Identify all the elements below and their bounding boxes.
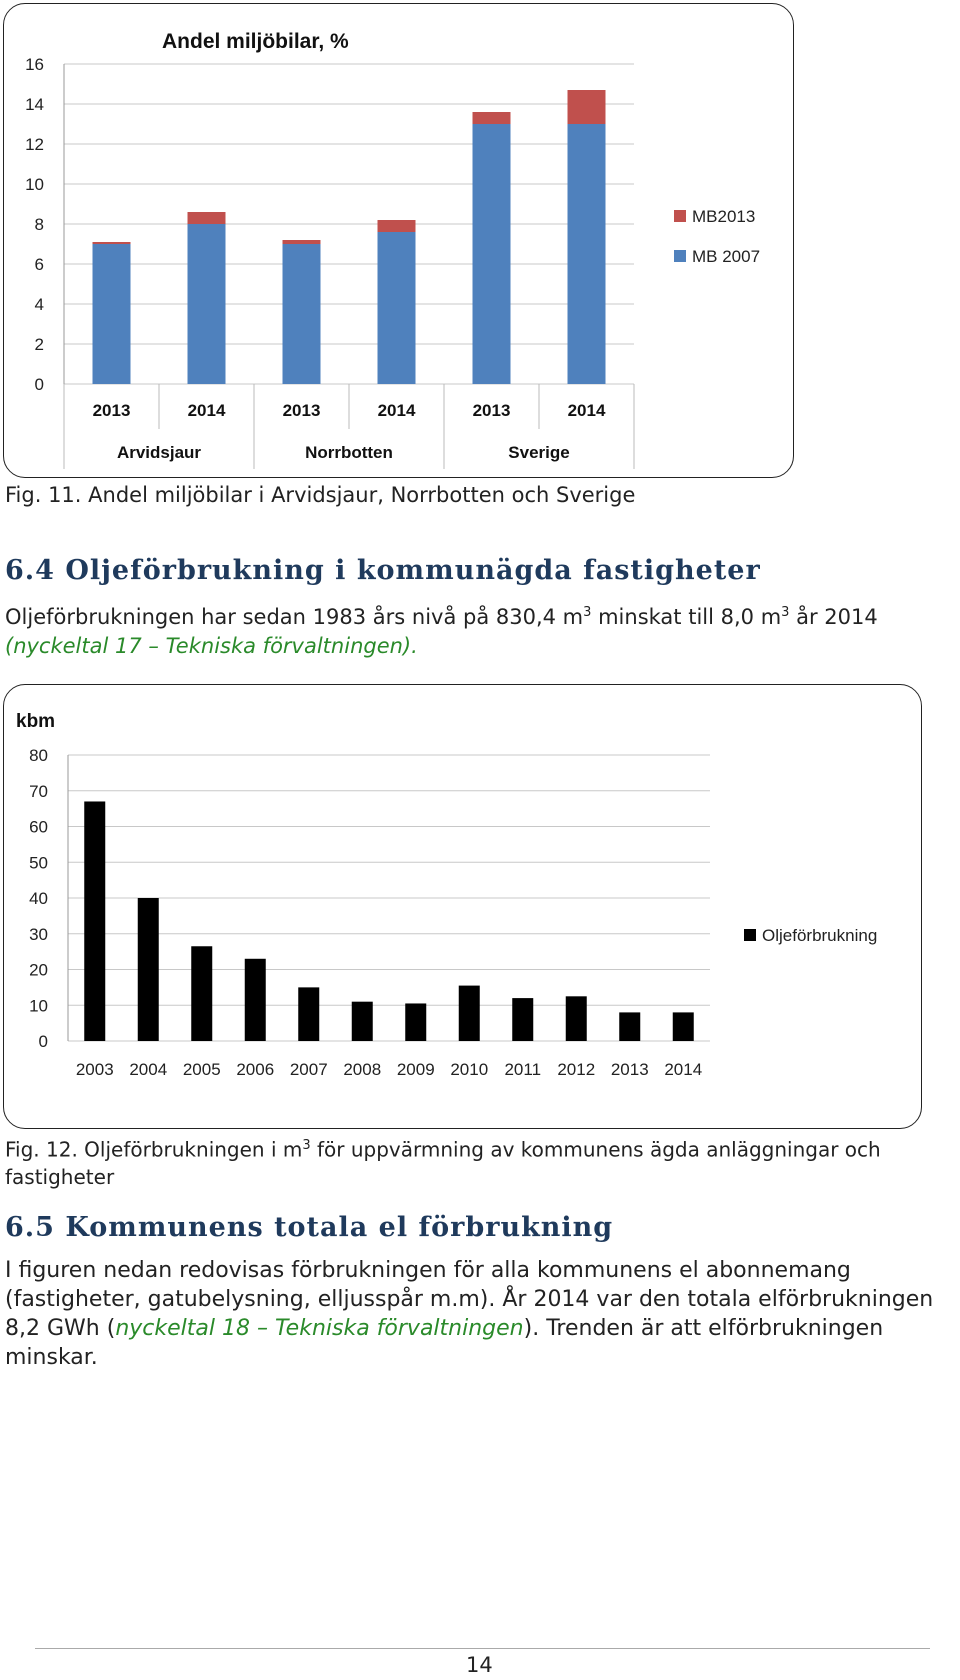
group-label: Norrbotten	[305, 443, 393, 462]
chart-oljeforbrukning	[4, 685, 920, 1127]
bar-oljeforbrukning	[566, 996, 587, 1041]
y-tick-label: 6	[34, 255, 44, 274]
bar-oljeforbrukning	[405, 1003, 426, 1041]
section-6-5-heading: 6.5 Kommunens totala el förbrukning	[5, 1212, 614, 1243]
footer-rule	[35, 1648, 930, 1649]
x-tick-label: 2014	[567, 401, 606, 420]
bar-oljeforbrukning	[138, 898, 159, 1041]
legend-label: MB2013	[692, 207, 756, 226]
caption-text: för uppvärmning av kommunens ägda anläggningar och fastigheter	[5, 1137, 881, 1189]
bar-oljeforbrukning	[512, 998, 533, 1041]
bar-mb2013	[473, 112, 511, 124]
x-tick-label: 2013	[610, 1060, 649, 1079]
y-tick-label: 12	[25, 135, 44, 154]
x-tick-label: 2014	[377, 401, 416, 420]
superscript: 3	[302, 1138, 311, 1153]
paragraph-text: I figuren nedan redovisas förbrukningen för alla kommunens el abonnemang (fastigheter, gatubelysning, elljusspår m.m). År 2014 var den totala elförbrukningen 8,2 GWh (	[5, 1258, 934, 1341]
y-tick-label: 60	[29, 817, 48, 837]
fig-11-caption: Fig. 11. Andel miljöbilar i Arvidsjaur, Norrbotten och Sverige	[5, 483, 636, 507]
x-tick-label: 2008	[343, 1060, 382, 1079]
section-6-4-heading: 6.4 Oljeförbrukning i kommunägda fastigheter	[5, 555, 761, 586]
superscript: 3	[583, 605, 592, 620]
superscript: 3	[781, 605, 790, 620]
bar-mb-2007	[568, 124, 606, 384]
nyckeltal-reference: nyckeltal 18 – Tekniska förvaltningen	[115, 1316, 524, 1341]
legend-label: Oljeförbrukning	[762, 926, 878, 945]
y-tick-label: 30	[29, 924, 48, 944]
x-tick-label: 2009	[396, 1060, 435, 1079]
y-tick-label: 10	[25, 175, 44, 194]
legend-swatch	[674, 210, 686, 222]
section-6-4-paragraph	[5, 598, 955, 661]
bar-mb-2007	[93, 244, 131, 384]
group-label: Sverige	[508, 443, 570, 462]
x-tick-label: 2010	[450, 1060, 489, 1079]
y-tick-label: 4	[34, 295, 44, 314]
bar-oljeforbrukning	[459, 986, 480, 1041]
y-tick-label: 40	[29, 889, 48, 908]
legend-swatch	[674, 250, 686, 262]
bar-oljeforbrukning	[673, 1012, 694, 1041]
legend-label: MB 2007	[692, 247, 761, 266]
x-tick-label: 2014	[664, 1060, 703, 1079]
y-tick-label: 2	[34, 335, 44, 354]
paragraph-text: ). Trenden är att elförbrukningen minskar.	[5, 1316, 884, 1370]
y-tick-label: 14	[25, 95, 44, 114]
group-label: Arvidsjaur	[116, 443, 202, 462]
bar-oljeforbrukning	[191, 946, 212, 1041]
x-tick-label: 2004	[129, 1060, 168, 1079]
bar-oljeforbrukning	[298, 987, 319, 1041]
bar-mb-2007	[378, 232, 416, 384]
x-tick-label: 2007	[289, 1060, 328, 1079]
x-tick-label: 2013	[472, 401, 511, 420]
bar-oljeforbrukning	[245, 959, 266, 1041]
y-tick-label: 0	[38, 1032, 48, 1051]
paragraph-text: år 2014	[789, 605, 878, 629]
y-tick-label: 16	[25, 55, 44, 74]
x-tick-label: 2012	[557, 1060, 596, 1079]
y-tick-label: 20	[29, 960, 48, 980]
y-tick-label: 8	[34, 215, 44, 234]
y-tick-label: 50	[29, 853, 48, 873]
bar-mb2013	[188, 212, 226, 224]
x-tick-label: 2013	[92, 401, 131, 420]
section-6-5-paragraph	[5, 1256, 955, 1372]
fig-12-caption	[5, 1132, 955, 1191]
bar-mb-2007	[473, 124, 511, 384]
y-tick-label: 80	[29, 746, 48, 765]
bar-oljeforbrukning	[84, 801, 105, 1041]
y-tick-label: 0	[34, 375, 44, 394]
y-axis-unit-label: kbm	[16, 711, 56, 732]
y-tick-label: 70	[29, 781, 48, 801]
caption-text: Fig. 12. Oljeförbrukningen i m	[5, 1137, 303, 1162]
x-tick-label: 2014	[187, 401, 226, 420]
bar-oljeforbrukning	[619, 1012, 640, 1041]
legend-swatch	[744, 929, 756, 941]
paragraph-text: Oljeförbrukningen har sedan 1983 års nivå på 830,4 m	[5, 605, 584, 629]
x-tick-label: 2011	[504, 1060, 542, 1079]
nyckeltal-reference: (nyckeltal 17 – Tekniska förvaltningen).	[5, 634, 418, 658]
bar-mb2013	[568, 90, 606, 124]
bar-mb-2007	[188, 224, 226, 384]
bar-oljeforbrukning	[352, 1002, 373, 1041]
paragraph-text: minskat till 8,0 m	[591, 605, 782, 629]
bar-mb2013	[283, 240, 321, 244]
y-tick-label: 10	[29, 996, 48, 1016]
page-number: 14	[466, 1653, 493, 1677]
x-tick-label: 2005	[182, 1060, 221, 1079]
chart-2-frame	[3, 684, 922, 1129]
bar-mb-2007	[283, 244, 321, 384]
chart-1-frame	[3, 3, 794, 478]
x-tick-label: 2003	[75, 1060, 114, 1079]
chart-miljobilar	[4, 4, 792, 476]
x-tick-label: 2006	[236, 1060, 275, 1079]
chart-title: Andel miljöbilar, %	[162, 30, 349, 53]
x-tick-label: 2013	[282, 401, 321, 420]
bar-mb2013	[93, 242, 131, 244]
bar-mb2013	[378, 220, 416, 232]
